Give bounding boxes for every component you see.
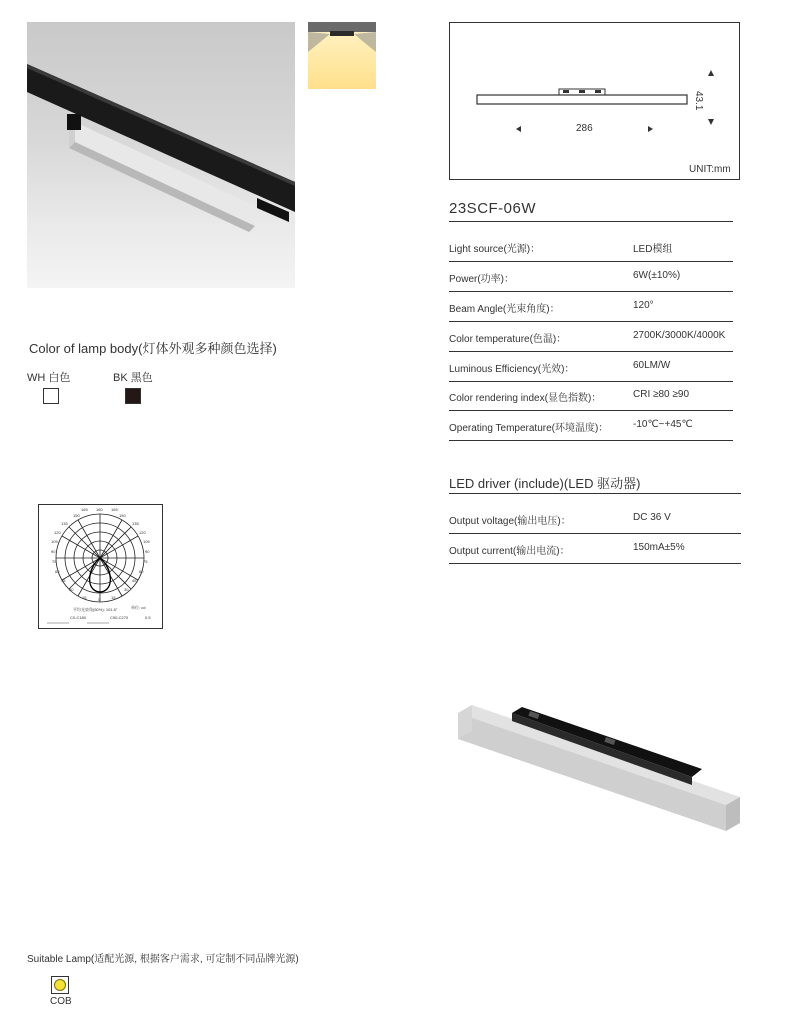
polar-angle-left: 75 [52,559,57,564]
driver-label: Output current(输出电流)： [449,546,570,557]
model-divider [449,221,733,222]
polar-angle-left: 30 [69,587,74,592]
polar-angle-left: 60 [55,569,60,574]
color-swatch-black [125,388,141,404]
length-dimension: 286 [576,123,593,134]
polar-legend-scale: 0.5 [145,615,151,620]
spec-value: 60LM/W [633,360,671,371]
polar-angle-top-right: 165 [111,507,118,512]
spec-row-beam-angle [449,292,733,322]
color-option-white-label: WH 白色 [27,372,71,384]
cob-icon [54,979,66,991]
dimension-drawing [449,22,740,180]
spec-row-color-temperature [449,322,733,352]
polar-angle-right: 60 [139,569,144,574]
spec-row-luminous-efficiency [449,352,733,382]
polar-angle-right: 30 [124,587,129,592]
driver-label: Output voltage(输出电压)： [449,516,571,527]
spec-label: Luminous Efficiency(光效)： [449,364,575,375]
product-render [456,701,746,837]
body-color-title: Color of lamp body(灯体外观多种颜色选择) [29,341,277,356]
suitable-lamp-title: Suitable Lamp(适配光源, 根据客户需求, 可定制不同品牌光源) [27,954,299,965]
polar-beam-caption: 平均光束角(50%): 101.5° [73,607,118,612]
spec-label: Operating Temperature(环境温度)： [449,423,609,434]
spec-value: 120° [633,300,654,311]
spec-row-cri [449,381,733,411]
polar-angle-left: 150 [73,513,80,518]
spec-value: LED模组 [633,244,673,255]
color-swatch-white [43,388,59,404]
polar-angle-left: 105 [51,539,58,544]
polar-legend-c90: C90-C270 [110,615,129,620]
polar-angle-left: 120 [54,530,61,535]
spec-label: Power(功率)： [449,274,515,285]
beam-cone-graphic [308,22,376,89]
spec-label: Color temperature(色温)： [449,334,567,345]
polar-angle-right: 120 [139,530,146,535]
polar-angle-right: 15 [111,595,116,600]
light-distribution-chart [38,504,163,629]
driver-divider [449,493,741,494]
polar-angle-left: 15 [82,595,87,600]
polar-angle-right: 150 [119,513,126,518]
polar-angle-left: 135 [61,521,68,526]
spec-label: Color rendering index(显色指数)： [449,393,602,404]
polar-angle-bottom: 0 [98,597,101,602]
lamp-render-graphic [456,701,746,837]
spec-label: Beam Angle(光束角度)： [449,304,560,315]
cob-label: COB [50,996,72,1007]
polar-angle-right: 45 [132,578,137,583]
model-number: 23SCF-06W [449,200,537,217]
polar-angle-left: 90 [51,549,56,554]
spec-label: Light source(光源)： [449,244,541,255]
spec-row-operating-temperature [449,411,733,441]
polar-legend-c0: C0-C180 [70,615,87,620]
polar-angle-right: 75 [143,559,148,564]
driver-value: 150mA±5% [633,542,685,553]
polar-unit-note: 单位: cd [131,605,146,610]
polar-angle-top-left: 165 [81,507,88,512]
polar-angle-right: 90 [145,549,150,554]
spec-row-power [449,262,733,292]
driver-value: DC 36 V [633,512,671,523]
polar-angle-left: 45 [61,578,66,583]
product-photo-track-installed [27,22,295,288]
track-light-photo [27,22,295,288]
spec-row-light-source [449,232,733,262]
driver-row-output-current [449,534,741,564]
spec-value: CRI ≥80 ≥90 [633,389,690,400]
spec-value: -10℃~+45℃ [633,419,693,430]
polar-angle-right: 135 [132,521,139,526]
polar-angle-top: 180 [96,507,103,512]
polar-angle-right: 105 [143,539,150,544]
beam-light-swatch [308,22,376,89]
unit-label: UNIT:mm [689,164,731,175]
driver-row-output-voltage [449,504,741,534]
color-option-black-label: BK 黑色 [113,372,153,384]
spec-value: 2700K/3000K/4000K [633,330,726,341]
height-dimension: 43.1 [693,91,704,111]
spec-value: 6W(±10%) [633,270,681,281]
driver-title: LED driver (include)(LED 驱动器) [449,476,641,491]
